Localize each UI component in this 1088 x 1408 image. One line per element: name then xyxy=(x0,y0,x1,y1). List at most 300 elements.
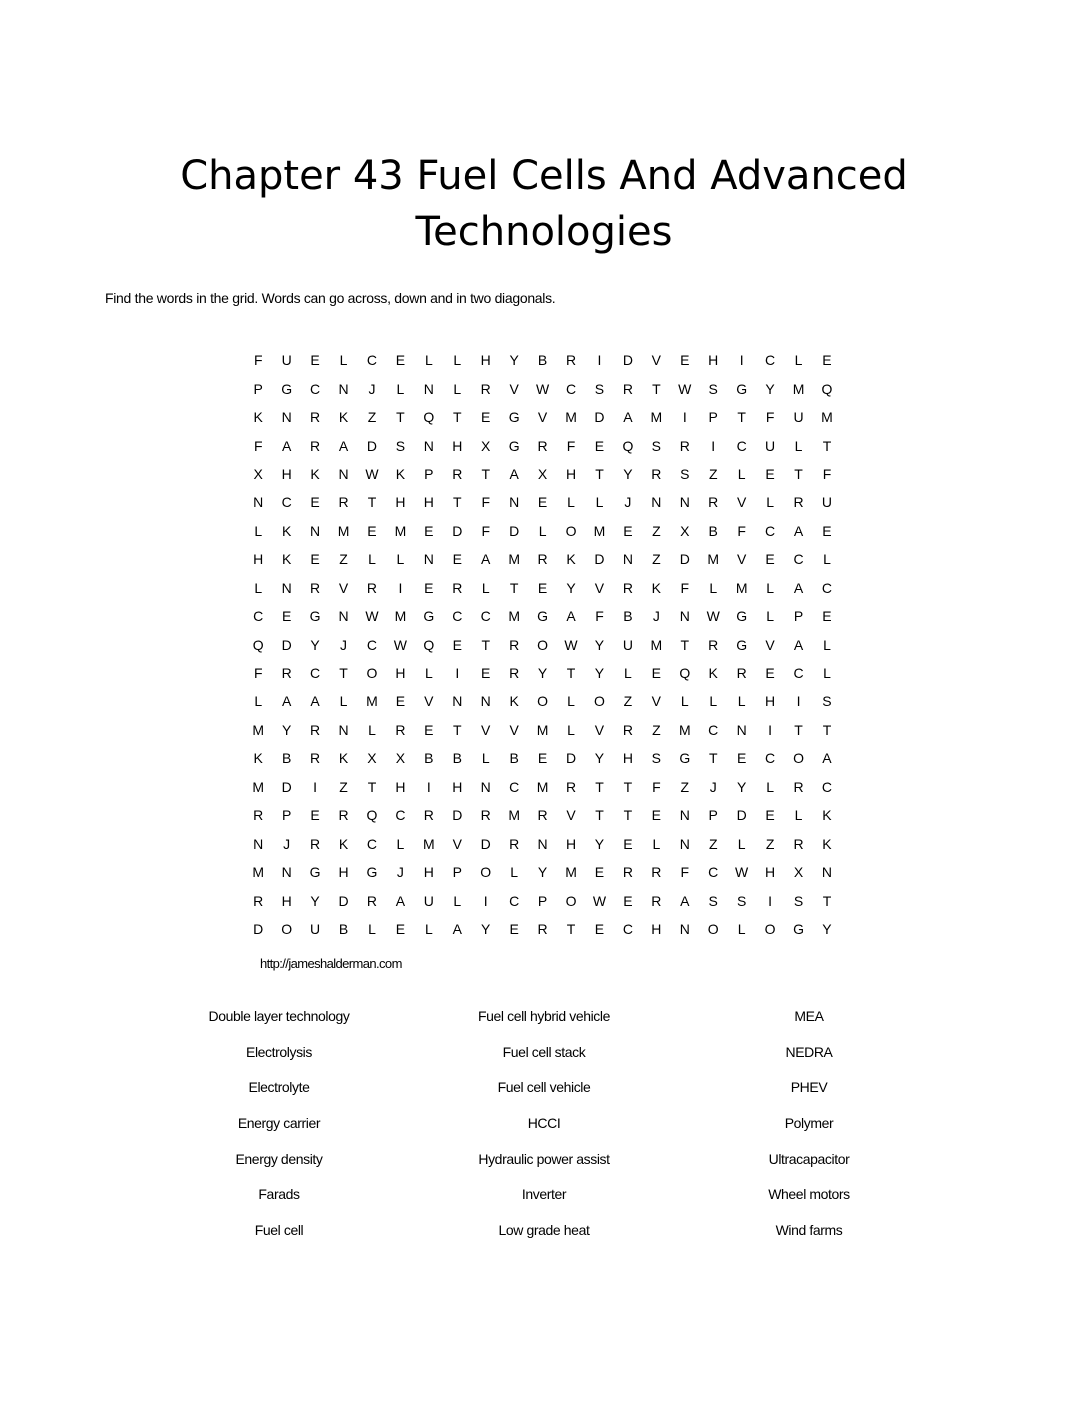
grid-letter: I xyxy=(711,437,716,454)
grid-letter: Q xyxy=(679,665,691,682)
grid-letter: D xyxy=(452,522,463,539)
grid-letter: H xyxy=(281,892,292,909)
grid-letter: R xyxy=(509,835,520,852)
grid-letter: M xyxy=(821,409,833,426)
grid-letter: M xyxy=(650,636,663,653)
grid-letter: K xyxy=(509,693,519,710)
grid-letter: F xyxy=(481,494,490,511)
grid-letter: M xyxy=(252,778,265,795)
grid-letter: Y xyxy=(594,665,605,682)
grid-letter: B xyxy=(338,920,349,937)
grid-letter: C xyxy=(509,778,520,795)
grid-letter: M xyxy=(650,409,663,426)
grid-letter: E xyxy=(310,494,320,511)
grid-letter: P xyxy=(424,465,434,482)
grid-letter: L xyxy=(737,693,746,710)
grid-letter: G xyxy=(508,437,520,454)
grid-letter: N xyxy=(452,693,463,710)
grid-letter: B xyxy=(281,750,292,767)
grid-letter: A xyxy=(452,920,462,937)
grid-letter: G xyxy=(736,608,748,625)
grid-letter: E xyxy=(310,352,320,369)
grid-letter: R xyxy=(793,835,804,852)
grid-letter: V xyxy=(338,579,349,596)
grid-letter: X xyxy=(253,465,263,482)
grid-letter: L xyxy=(794,437,803,454)
grid-letter: L xyxy=(368,551,376,568)
grid-letter: B xyxy=(509,750,519,767)
grid-letter: T xyxy=(509,579,519,596)
word-list-item: Wheel motors xyxy=(768,1186,850,1203)
grid-letter: N xyxy=(338,608,349,625)
grid-letter: M xyxy=(423,835,435,852)
grid-letter: Y xyxy=(594,835,605,852)
word-list-column-1 xyxy=(144,1004,414,1254)
grid-letter: D xyxy=(509,522,520,539)
grid-letter: T xyxy=(623,807,633,824)
grid-letter: M xyxy=(536,721,549,738)
word-list-item: Fuel cell xyxy=(254,1222,304,1239)
grid-letter: D xyxy=(281,778,292,795)
grid-letter: W xyxy=(678,380,692,397)
grid-letter: B xyxy=(537,352,548,369)
grid-letter: L xyxy=(396,380,405,397)
grid-letter: Y xyxy=(623,465,633,482)
grid-letter: V xyxy=(594,579,605,596)
grid-letter: Z xyxy=(339,551,348,568)
grid-letter: T xyxy=(822,892,832,909)
grid-letter: P xyxy=(281,807,292,824)
grid-letter: S xyxy=(594,380,605,397)
grid-letter: Z xyxy=(680,778,690,795)
word-list-item: Energy carrier xyxy=(237,1115,321,1132)
grid-letter: E xyxy=(822,522,832,539)
grid-letter: C xyxy=(310,665,321,682)
grid-letter: D xyxy=(366,437,378,454)
grid-letter: L xyxy=(766,494,774,511)
grid-letter: R xyxy=(537,551,548,568)
grid-letter: G xyxy=(309,864,321,881)
grid-letter: K xyxy=(281,551,292,568)
grid-letter: E xyxy=(623,835,633,852)
grid-letter: L xyxy=(368,721,376,738)
grid-letter: N xyxy=(679,494,690,511)
grid-letter: Q xyxy=(366,807,378,824)
grid-letter: L xyxy=(766,579,774,596)
grid-letter: D xyxy=(679,551,690,568)
grid-letter: E xyxy=(424,579,434,596)
word-list-item: PHEV xyxy=(790,1079,828,1096)
grid-letter: R xyxy=(622,380,633,397)
grid-letter: R xyxy=(708,494,719,511)
grid-letter: R xyxy=(509,665,520,682)
grid-letter: L xyxy=(567,693,575,710)
grid-letter: F xyxy=(652,778,661,795)
grid-letter: A xyxy=(623,409,633,426)
grid-letter: N xyxy=(736,721,747,738)
grid-letter: V xyxy=(537,409,548,426)
word-list-item: Energy density xyxy=(235,1150,323,1167)
word-list-item: MEA xyxy=(794,1008,824,1024)
grid-letter: C xyxy=(622,920,633,937)
word-list-item: Inverter xyxy=(521,1186,567,1203)
grid-letter: G xyxy=(736,380,748,397)
grid-letter: C xyxy=(821,579,833,596)
grid-letter: R xyxy=(537,437,548,454)
grid-letter: R xyxy=(366,579,378,596)
grid-letter: R xyxy=(310,721,321,738)
grid-letter: C xyxy=(310,380,321,397)
grid-letter: H xyxy=(708,352,719,369)
grid-letter: H xyxy=(651,920,662,937)
grid-letter: C xyxy=(452,608,463,625)
grid-letter: R xyxy=(622,864,633,881)
grid-letter: N xyxy=(423,551,434,568)
word-list-item: Ultracapacitor xyxy=(768,1150,850,1167)
grid-letter: L xyxy=(680,693,689,710)
word-list-item: Low grade heat xyxy=(498,1222,590,1239)
grid-letter: A xyxy=(481,551,491,568)
grid-letter: O xyxy=(537,636,549,653)
grid-letter: N xyxy=(338,380,349,397)
grid-letter: A xyxy=(680,892,690,909)
grid-letter: S xyxy=(736,892,747,909)
grid-letter: R xyxy=(793,778,804,795)
grid-letter: N xyxy=(480,778,491,795)
grid-letter: T xyxy=(595,778,604,795)
grid-letter: E xyxy=(537,494,548,511)
grid-letter: D xyxy=(594,551,605,568)
grid-letter: R xyxy=(622,721,633,738)
grid-letter: Z xyxy=(765,835,775,852)
grid-letter: U xyxy=(765,437,776,454)
grid-letter: N xyxy=(281,409,292,426)
grid-letter: R xyxy=(537,920,548,937)
source-url: http://jameshalderman.com xyxy=(260,956,402,971)
grid-letter: Z xyxy=(652,522,661,539)
grid-letter: Y xyxy=(310,636,320,653)
grid-letter: J xyxy=(652,608,660,625)
grid-letter: R xyxy=(480,380,491,397)
grid-letter: S xyxy=(708,380,718,397)
grid-letter: Y xyxy=(594,750,605,767)
grid-letter: T xyxy=(396,409,405,426)
grid-letter: M xyxy=(735,579,748,596)
grid-letter: G xyxy=(281,380,293,397)
grid-letter: L xyxy=(481,579,490,596)
grid-letter: K xyxy=(310,465,320,482)
grid-letter: N xyxy=(253,494,264,511)
grid-letter: I xyxy=(455,665,460,682)
grid-letter: L xyxy=(766,778,774,795)
grid-letter: H xyxy=(452,437,463,454)
word-list-column-3 xyxy=(674,1004,944,1254)
grid-letter: O xyxy=(565,892,577,909)
grid-letter: C xyxy=(793,551,804,568)
grid-letter: Y xyxy=(822,920,832,937)
grid-letter: X xyxy=(680,522,690,539)
grid-letter: R xyxy=(310,835,321,852)
grid-letter: H xyxy=(395,778,406,795)
grid-letter: X xyxy=(793,864,804,881)
grid-letter: D xyxy=(622,352,633,369)
grid-letter: R xyxy=(281,665,292,682)
grid-letter: H xyxy=(765,864,776,881)
grid-letter: W xyxy=(365,465,379,482)
grid-letter: E xyxy=(481,409,491,426)
grid-letter: C xyxy=(765,522,776,539)
grid-letter: H xyxy=(423,494,434,511)
grid-letter: P xyxy=(253,380,263,397)
word-list-column-2 xyxy=(414,1004,674,1254)
grid-letter: L xyxy=(624,665,632,682)
grid-letter: Y xyxy=(566,579,576,596)
word-list-item: Double layer technology xyxy=(208,1008,350,1024)
grid-letter: I xyxy=(768,892,773,909)
grid-letter: L xyxy=(737,835,746,852)
grid-letter: N xyxy=(537,835,548,852)
grid-letter: L xyxy=(737,920,746,937)
grid-letter: T xyxy=(794,721,803,738)
grid-letter: V xyxy=(651,693,662,710)
grid-letter: Q xyxy=(423,409,435,426)
grid-letter: L xyxy=(339,693,348,710)
grid-letter: Y xyxy=(281,721,292,738)
grid-letter: K xyxy=(566,551,576,568)
grid-letter: N xyxy=(423,380,434,397)
grid-letter: S xyxy=(708,892,718,909)
grid-letter: A xyxy=(338,437,349,454)
grid-letter: O xyxy=(537,693,549,710)
grid-letter: K xyxy=(253,750,263,767)
grid-letter: C xyxy=(366,352,378,369)
grid-letter: E xyxy=(765,665,775,682)
grid-letter: L xyxy=(538,522,547,539)
grid-letter: E xyxy=(395,352,406,369)
word-list-item: Farads xyxy=(258,1186,300,1203)
grid-letter: E xyxy=(765,807,775,824)
grid-letter: M xyxy=(337,522,350,539)
grid-letter: R xyxy=(651,864,662,881)
grid-letter: H xyxy=(765,693,776,710)
grid-letter: E xyxy=(424,721,434,738)
grid-letter: V xyxy=(736,551,747,568)
grid-letter: M xyxy=(565,864,577,881)
grid-letter: Z xyxy=(339,778,348,795)
grid-letter: F xyxy=(253,352,263,369)
grid-letter: Y xyxy=(537,665,548,682)
grid-letter: R xyxy=(793,494,804,511)
grid-letter: P xyxy=(793,608,804,625)
grid-letter: L xyxy=(368,920,376,937)
grid-letter: E xyxy=(481,665,491,682)
grid-letter: I xyxy=(796,693,801,710)
grid-letter: T xyxy=(822,437,832,454)
grid-letter: I xyxy=(597,352,602,369)
grid-letter: O xyxy=(281,920,293,937)
grid-letter: E xyxy=(424,522,434,539)
grid-letter: R xyxy=(509,636,520,653)
grid-letter: K xyxy=(253,409,263,426)
grid-letter: C xyxy=(765,352,776,369)
grid-letter: K xyxy=(338,750,349,767)
grid-letter: H xyxy=(281,465,292,482)
grid-letter: C xyxy=(565,380,577,397)
grid-letter: H xyxy=(423,864,434,881)
grid-letter: S xyxy=(680,465,690,482)
grid-letter: Z xyxy=(652,551,661,568)
grid-letter: F xyxy=(253,437,263,454)
grid-letter: V xyxy=(452,835,462,852)
grid-letter: C xyxy=(708,864,719,881)
grid-letter: F xyxy=(765,409,775,426)
grid-letter: R xyxy=(423,807,434,824)
grid-letter: J xyxy=(624,494,632,511)
grid-letter: L xyxy=(510,864,519,881)
grid-letter: R xyxy=(452,465,463,482)
grid-letter: I xyxy=(682,409,687,426)
grid-letter: E xyxy=(594,864,605,881)
grid-letter: Q xyxy=(252,636,264,653)
grid-letter: T xyxy=(481,465,490,482)
grid-letter: H xyxy=(338,864,349,881)
grid-letter: A xyxy=(793,636,804,653)
grid-letter: F xyxy=(595,608,604,625)
grid-letter: V xyxy=(509,380,519,397)
grid-letter: C xyxy=(253,608,264,625)
grid-letter: N xyxy=(338,721,349,738)
grid-letter: H xyxy=(395,665,406,682)
grid-letter: G xyxy=(309,608,321,625)
grid-letter: V xyxy=(566,807,576,824)
word-list-item: Hydraulic power assist xyxy=(478,1150,610,1167)
grid-letter: T xyxy=(339,665,348,682)
grid-letter: Q xyxy=(622,437,634,454)
grid-letter: R xyxy=(480,807,491,824)
grid-letter: T xyxy=(481,636,490,653)
grid-letter: E xyxy=(310,551,320,568)
grid-letter: G xyxy=(736,636,748,653)
word-list-item: Fuel cell vehicle xyxy=(497,1079,591,1096)
grid-letter: D xyxy=(736,807,747,824)
grid-letter: K xyxy=(822,807,832,824)
grid-letter: D xyxy=(452,807,463,824)
grid-letter: J xyxy=(340,636,348,653)
grid-letter: E xyxy=(509,920,519,937)
grid-letter: V xyxy=(594,721,605,738)
grid-letter: Z xyxy=(652,721,661,738)
grid-letter: U xyxy=(423,892,434,909)
grid-letter: Y xyxy=(509,352,519,369)
grid-letter: N xyxy=(679,920,690,937)
grid-letter: E xyxy=(395,693,406,710)
grid-letter: O xyxy=(594,693,605,710)
grid-letter: E xyxy=(367,522,377,539)
grid-letter: V xyxy=(736,494,747,511)
grid-letter: N xyxy=(679,807,690,824)
grid-letter: E xyxy=(765,551,775,568)
grid-letter: L xyxy=(396,551,405,568)
grid-letter: S xyxy=(651,437,662,454)
grid-letter: L xyxy=(396,835,405,852)
grid-letter: S xyxy=(793,892,804,909)
grid-letter: T xyxy=(794,465,803,482)
grid-letter: O xyxy=(793,750,804,767)
grid-letter: F xyxy=(566,437,576,454)
grid-letter: N xyxy=(679,608,690,625)
grid-letter: V xyxy=(651,352,662,369)
grid-letter: I xyxy=(768,721,773,738)
grid-letter: O xyxy=(764,920,776,937)
grid-letter: C xyxy=(765,750,776,767)
word-list-item: NEDRA xyxy=(785,1043,833,1060)
grid-letter: U xyxy=(622,636,633,653)
grid-letter: F xyxy=(822,465,832,482)
word-list-item: Fuel cell stack xyxy=(502,1043,586,1060)
grid-letter: V xyxy=(765,636,775,653)
grid-letter: R xyxy=(338,807,349,824)
grid-letter: M xyxy=(536,778,549,795)
grid-letter: R xyxy=(310,750,321,767)
grid-letter: T xyxy=(737,409,746,426)
grid-letter: C xyxy=(793,665,804,682)
grid-letter: R xyxy=(310,409,321,426)
grid-letter: R xyxy=(679,437,690,454)
grid-letter: L xyxy=(709,579,718,596)
grid-letter: A xyxy=(793,579,804,596)
grid-letter: A xyxy=(509,465,519,482)
grid-letter: F xyxy=(680,579,690,596)
grid-letter: V xyxy=(509,721,519,738)
grid-letter: M xyxy=(366,693,378,710)
grid-letter: S xyxy=(651,750,662,767)
grid-letter: J xyxy=(709,778,717,795)
grid-letter: L xyxy=(424,665,433,682)
grid-letter: M xyxy=(508,807,520,824)
grid-letter: D xyxy=(480,835,491,852)
grid-letter: H xyxy=(395,494,406,511)
grid-letter: N xyxy=(509,494,520,511)
grid-letter: T xyxy=(680,636,690,653)
page-title: Chapter 43 Fuel Cells And Advanced Technologies xyxy=(180,153,908,255)
grid-letter: R xyxy=(651,465,662,482)
grid-letter: T xyxy=(623,778,633,795)
grid-letter: N xyxy=(622,551,633,568)
grid-letter: D xyxy=(338,892,349,909)
grid-letter: P xyxy=(452,864,462,881)
grid-letter: O xyxy=(565,522,577,539)
grid-letter: R xyxy=(310,579,321,596)
grid-letter: Y xyxy=(765,380,775,397)
grid-letter: N xyxy=(651,494,662,511)
grid-letter: X xyxy=(395,750,406,767)
grid-letter: R xyxy=(565,352,577,369)
grid-letter: C xyxy=(821,778,833,795)
grid-letter: Q xyxy=(821,380,833,397)
grid-letter: U xyxy=(793,409,804,426)
grid-letter: R xyxy=(565,778,577,795)
grid-letter: B xyxy=(424,750,434,767)
grid-letter: M xyxy=(678,721,691,738)
grid-letter: M xyxy=(792,380,805,397)
grid-letter: I xyxy=(739,352,744,369)
grid-letter: K xyxy=(338,835,349,852)
grid-letter: E xyxy=(594,437,605,454)
grid-letter: S xyxy=(395,437,406,454)
word-list-item: Polymer xyxy=(784,1115,834,1132)
grid-letter: W xyxy=(535,380,550,397)
word-list-item: HCCI xyxy=(527,1115,561,1132)
